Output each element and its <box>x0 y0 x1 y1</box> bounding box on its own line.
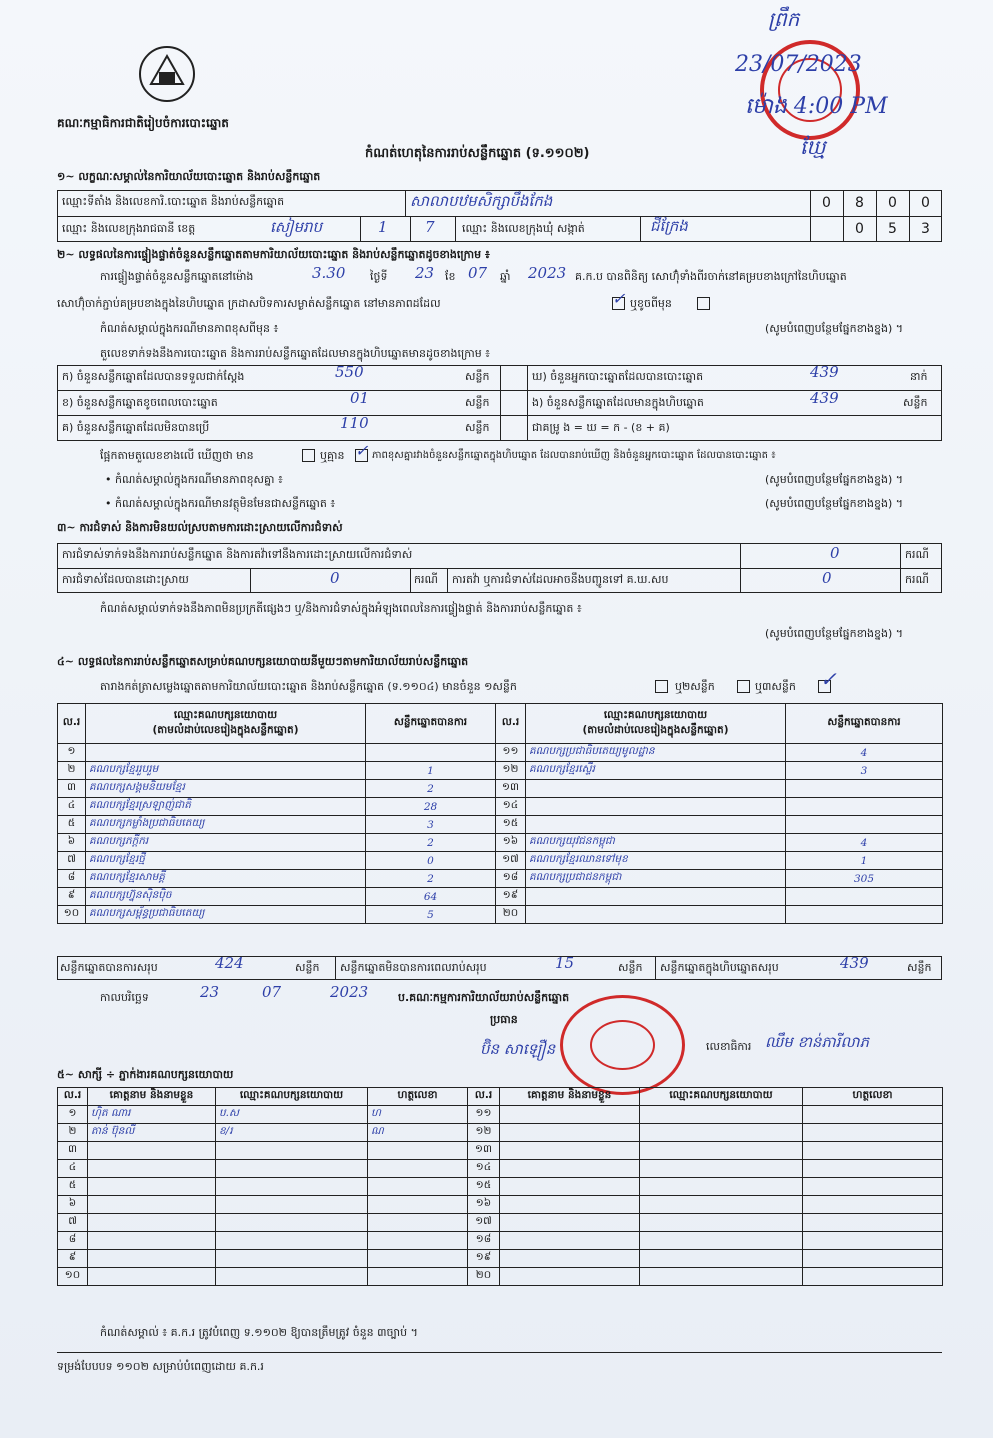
w-no: ១៦ <box>468 1196 500 1214</box>
party-name: គណបក្សខ្មែរសាមគ្គី <box>86 870 366 888</box>
spoiled-value: 01 <box>350 389 370 407</box>
party-votes <box>786 780 943 798</box>
col-party-right-sub: (តាមលំដាប់លេខរៀងក្នុងសន្លឹកឆ្នោត) <box>582 723 729 736</box>
sheets-3-label: ឬ៣សន្លឹក <box>755 680 796 693</box>
w-no: ១៥ <box>468 1178 500 1196</box>
row-no: ១៤ <box>496 798 526 816</box>
col-votes-left: សន្លឹកឆ្នោតបានការ <box>366 704 496 744</box>
box-total-unit: សន្លឹក <box>907 961 932 974</box>
w-col-name-r: គោត្តនាម និងនាមខ្លួន <box>500 1088 640 1106</box>
party-name <box>526 780 786 798</box>
row-no: ៨ <box>58 870 86 888</box>
secretary-name: ឈឹម ខាន់ភារីលាភ <box>765 1033 870 1051</box>
diff-note2-fill: (សូមបំពេញបន្ថែមផ្នែកខាងខ្នង) ។ <box>765 473 904 486</box>
location-digit-2: 8 <box>855 195 864 211</box>
w-no: ៥ <box>58 1178 88 1196</box>
party-votes <box>786 888 943 906</box>
province-digit-2: 7 <box>425 218 435 236</box>
stamp-top-line1: ព្រឹក <box>768 7 800 31</box>
date-day: 23 <box>200 983 220 1001</box>
section4-heading: ៤~ លទ្ធផលនៃការរាប់សន្លឹកឆ្នោតសម្រាប់គណបក្សនយោបាយនីមួយៗតាមការិយាល័យរាប់សន្លឹកឆ្នោត <box>57 655 469 668</box>
valid-total-value: 424 <box>215 954 244 972</box>
party-votes: 305 <box>786 870 943 888</box>
party-name: គណបក្សខ្មែររួបរួម <box>86 762 366 780</box>
party-name: គណបក្សខ្មែរថ្មី <box>86 852 366 870</box>
escalated-unit: ករណី <box>905 573 929 586</box>
w-no: ១០ <box>58 1268 88 1286</box>
w-no: ៩ <box>58 1250 88 1268</box>
checkmark-icon: ✓ <box>820 667 837 691</box>
table-row <box>58 888 943 906</box>
w-col-name: គោត្តនាម និងនាមខ្លួន <box>88 1088 216 1106</box>
party-name: គណបក្សខ្មែរឈានទៅមុខ <box>526 852 786 870</box>
w-col-sign-r: ហត្ថលេខា <box>803 1088 943 1106</box>
party-name <box>526 906 786 924</box>
foreign-object-label: • កំណត់សម្គាល់ក្នុងករណីមានវត្ថុមិនមែនជាសន្លឹកឆ្នោត ៖ <box>105 497 336 510</box>
row-no: ១៦ <box>496 834 526 852</box>
official-stamp-bottom-inner <box>590 1020 655 1070</box>
sheets-2-label: ឬ២សន្លឹក <box>675 680 715 693</box>
diff-note-fill: (សូមបំពេញបន្ថែមផ្នែកខាងខ្នង) ។ <box>765 322 904 335</box>
date-label: កាលបរិច្ឆេទ <box>100 991 149 1004</box>
witness-name: ហ៊ិត ណារ <box>88 1106 216 1124</box>
w-col-no-r: ល.រ <box>468 1088 500 1106</box>
escalated-value: 0 <box>822 569 832 587</box>
diff-note-label: កំណត់សម្គាល់ក្នុងករណីមានភាពខុសពីមុន ៖ <box>100 322 279 335</box>
verify-text-b: ថ្ងៃទី <box>370 270 388 283</box>
stamp-top-time: ម៉ោង 4:00 PM <box>745 94 888 119</box>
w-no: ៨ <box>58 1232 88 1250</box>
objections-unit: ករណី <box>905 548 929 561</box>
row-no: ១ <box>58 744 86 762</box>
row-no: ១៣ <box>496 780 526 798</box>
table-row <box>58 870 943 888</box>
table-row <box>58 816 943 834</box>
table-row <box>58 1160 943 1178</box>
table-row <box>58 1232 943 1250</box>
irregularities-fill: (សូមបំពេញបន្ថែមផ្នែកខាងខ្នង) ។ <box>765 627 904 640</box>
w-no: ១៩ <box>468 1250 500 1268</box>
witness-party: ខ/រ <box>216 1124 368 1142</box>
row-no: ២០ <box>496 906 526 924</box>
received-value: 550 <box>335 363 364 381</box>
province-digit-1: 1 <box>378 218 388 236</box>
party-votes <box>786 906 943 924</box>
diff-text-b: ឬគ្មាន <box>320 449 345 462</box>
table-row <box>58 1178 943 1196</box>
seal-broken-label: ឬខូចពីមុន <box>630 297 672 310</box>
table-row <box>58 762 943 780</box>
row-no: ៣ <box>58 780 86 798</box>
party-votes: 64 <box>366 888 496 906</box>
w-no: ១៨ <box>468 1232 500 1250</box>
row-no: ១៧ <box>496 852 526 870</box>
table-row <box>58 906 943 924</box>
party-name: គណបក្សសម្ព័ន្ធប្រជាធិបតេយ្យ <box>86 906 366 924</box>
col-party-right <box>526 704 786 744</box>
box-total-value: 439 <box>840 954 869 972</box>
voters-value: 439 <box>810 363 839 381</box>
form-footer: ទម្រង់បែបបទ ១១០២ សម្រាប់បំពេញដោយ គ.ក.រ <box>57 1360 264 1373</box>
party-votes: 5 <box>366 906 496 924</box>
received-unit: សន្លឹក <box>465 370 490 383</box>
verify-text-e: គ.ក.ប បានពិនិត្យ សោហ៊ុំទាំងពីរចាក់នៅគម្របខាងក្រៅនៃហិបឆ្នោត <box>575 270 847 283</box>
party-name <box>526 816 786 834</box>
party-votes <box>366 744 496 762</box>
party-name: គណបក្សហ្វ៊ុនស៊ិនប៉ិច <box>86 888 366 906</box>
party-votes: 2 <box>366 834 496 852</box>
row-no: ១៨ <box>496 870 526 888</box>
party-votes <box>786 816 943 834</box>
president-label: ប្រធាន <box>490 1013 518 1026</box>
sheets-1-checkbox[interactable] <box>655 680 668 693</box>
commune-value: ជីក្រែង <box>650 217 688 235</box>
unused-label: គ) ចំនួនសន្លឹកឆ្នោតដែលមិនបានប្រើ <box>62 421 210 434</box>
row-no: ១១ <box>496 744 526 762</box>
unused-value: 110 <box>340 414 369 432</box>
formula: ជាគម្រូ ង = ឃ = ក - (ខ + គ) <box>532 421 670 434</box>
w-no: ៧ <box>58 1214 88 1232</box>
verify-time: 3.30 <box>312 264 346 282</box>
has-diff-checkbox[interactable] <box>302 449 315 462</box>
president-signature: ប៊ិន សាឡឿន <box>480 1040 556 1058</box>
witness-sign: ហ <box>368 1106 468 1124</box>
row-no: ៩ <box>58 888 86 906</box>
sheets-2-checkbox[interactable] <box>737 680 750 693</box>
table-row <box>58 1124 943 1142</box>
w-col-no: ល.រ <box>58 1088 88 1106</box>
party-name: គណបក្សប្រជាជនកម្ពុជា <box>526 870 786 888</box>
commission-name: គណៈកម្មាធិការជាតិរៀបចំការបោះឆ្នោត <box>57 116 229 130</box>
section5-heading: ៥~ សាក្សី ÷ ភ្នាក់ងារគណបក្សនយោបាយ <box>57 1068 234 1081</box>
box-total-label: សន្លឹកឆ្នោតក្នុងហិបឆ្នោតសរុប <box>660 961 779 974</box>
w-no: ១១ <box>468 1106 500 1124</box>
party-name <box>86 744 366 762</box>
party-name <box>526 798 786 816</box>
location-digit-4: 0 <box>921 195 930 211</box>
nec-logo <box>137 44 197 104</box>
row-no: ៦ <box>58 834 86 852</box>
party-name: គណបក្សប្រជាធិបតេយ្យមូលដ្ឋាន <box>526 744 786 762</box>
table-row <box>58 834 943 852</box>
table-row <box>58 1142 943 1160</box>
row-no: ៧ <box>58 852 86 870</box>
w-col-sign: ហត្ថលេខា <box>368 1088 468 1106</box>
witness-table <box>57 1087 943 1286</box>
w-col-party-r: ឈ្មោះគណបក្សនយោបាយ <box>640 1088 803 1106</box>
irregularities-note: កំណត់សម្គាល់ទាក់ទងនឹងភាពមិនប្រក្រតីផ្សេងៗ ឬ/និងការជំទាស់ក្នុងអំឡុងពេលនៃការផ្ទៀងផ្ទាត់ និងការរាប់សន្លឹកឆ្នោត ៖ <box>100 602 582 615</box>
party-votes: 1 <box>786 852 943 870</box>
diff-note2-label: • កំណត់សម្គាល់ក្នុងករណីមានភាពខុសគ្នា ៖ <box>105 473 283 486</box>
verify-month: 07 <box>468 264 488 282</box>
commune-label: ឈ្មោះ និងលេខក្រុងឃុំ សង្កាត់ <box>462 222 585 235</box>
table-row <box>58 852 943 870</box>
objections-value: 0 <box>830 544 840 562</box>
ballotbox-label: ង) ចំនួនសន្លឹកឆ្នោតដែលមានក្នុងហិបឆ្នោត <box>532 396 704 409</box>
footnote: កំណត់សម្គាល់ ៖ គ.ក.រ ត្រូវបំពេញ ទ.១១០២ ឱ្យបានត្រឹមត្រូវ ចំនួន ៣ច្បាប់ ។ <box>100 1326 418 1339</box>
row-no: ១៩ <box>496 888 526 906</box>
spoiled-unit: សន្លឹក <box>465 396 490 409</box>
province-value: សៀមរាប <box>270 218 323 236</box>
verify-text-c: ខែ <box>445 270 456 283</box>
verify-day: 23 <box>415 264 435 282</box>
party-votes: 2 <box>366 780 496 798</box>
voters-label: ឃ) ចំនួនអ្នកបោះឆ្នោតដែលបានបោះឆ្នោត <box>532 370 704 383</box>
table-row <box>58 1268 943 1286</box>
section2-heading: ២~ លទ្ធផលនៃការផ្ទៀងផ្ទាត់ចំនួនសន្លឹកឆ្នោតតាមការិយាល័យបោះឆ្នោត និងរាប់សន្លឹកឆ្នោតដូចខាងក្រោម ៖ <box>57 248 490 261</box>
invalid-total-label: សន្លឹកឆ្នោតមិនបានការពេលរាប់សរុប <box>340 961 487 974</box>
sheets-intro: តារាងកត់ត្រាសម្លេងឆ្នោតតាមការិយាល័យបោះឆ្នោត និងរាប់សន្លឹកឆ្នោត (ទ.១១០៤) មានចំនួន ១សន្លឹក <box>100 680 517 693</box>
row-no: ១២ <box>496 762 526 780</box>
w-no: ១៣ <box>468 1142 500 1160</box>
party-votes: 28 <box>366 798 496 816</box>
w-no: ១៧ <box>468 1214 500 1232</box>
row-no: ៥ <box>58 816 86 834</box>
verify-text-d: ឆ្នាំ <box>500 270 511 283</box>
col-party-left-sub: (តាមលំដាប់លេខរៀងក្នុងសន្លឹកឆ្នោត) <box>152 723 299 736</box>
table-row <box>58 1214 943 1232</box>
resolved-label: ការជំទាស់ដែលបានដោះស្រាយ <box>62 573 189 586</box>
table-row <box>58 1106 943 1124</box>
table-row <box>58 1250 943 1268</box>
commune-digit-3: 3 <box>921 221 930 237</box>
col-no-right: ល.រ <box>496 704 526 744</box>
stamp-top-sign: ឃ្មែ <box>800 135 826 159</box>
seal-broken-checkbox[interactable] <box>697 297 710 310</box>
row-no: ១៥ <box>496 816 526 834</box>
party-votes: 3 <box>366 816 496 834</box>
spoiled-label: ខ) ចំនួនសន្លឹកឆ្នោតខូចពេលបោះឆ្នោត <box>62 396 218 409</box>
totals-row <box>57 956 942 980</box>
location-value: សាលាបឋមសិក្សាបឹងកែង <box>410 192 553 210</box>
party-votes: 4 <box>786 744 943 762</box>
received-label: ក) ចំនួនសន្លឹកឆ្នោតដែលបានទទួលជាក់ស្តែង <box>62 370 245 383</box>
secretary-label: លេខាធិការ <box>706 1040 752 1053</box>
location-digit-3: 0 <box>888 195 897 211</box>
form-title: កំណត់ហេតុនៃការរាប់សន្លឹកឆ្នោត (ទ.១១០២) <box>365 146 590 161</box>
unused-unit: សន្លឹក <box>465 421 490 434</box>
ballotbox-value: 439 <box>810 389 839 407</box>
party-results-table <box>57 703 943 924</box>
party-name <box>526 888 786 906</box>
col-votes-right: សន្លឹកឆ្នោតបានការ <box>786 704 943 744</box>
commune-digit-1: 0 <box>855 221 864 237</box>
stamp-top-date: 23/07/2023 <box>735 52 862 77</box>
valid-total-unit: សន្លឹក <box>295 961 320 974</box>
party-votes: 2 <box>366 870 496 888</box>
foreign-object-fill: (សូមបំពេញបន្ថែមផ្នែកខាងខ្នង) ។ <box>765 497 904 510</box>
party-votes: 1 <box>366 762 496 780</box>
w-no: ៤ <box>58 1160 88 1178</box>
w-no: ១ <box>58 1106 88 1124</box>
witness-sign: ណ <box>368 1124 468 1142</box>
table-row <box>58 798 943 816</box>
verify-year: 2023 <box>528 264 567 282</box>
commune-digit-2: 5 <box>888 221 897 237</box>
party-votes: 4 <box>786 834 943 852</box>
row-no: ២ <box>58 762 86 780</box>
seal-text: សោហ៊ុំចាក់ភ្ជាប់គម្របខាងក្នុងនៃហិបឆ្នោត ក្រដាសបិទការសម្ងាត់សន្លឹកឆ្នោត នៅមានភាពដដែល <box>57 297 441 310</box>
objections-label: ការជំទាស់ទាក់ទងនឹងការរាប់សន្លឹកឆ្នោត និងការតវ៉ាទៅនឹងការដោះស្រាយលើការជំទាស់ <box>62 548 413 561</box>
row-no: ១០ <box>58 906 86 924</box>
figures-intro: តួលេខទាក់ទងនឹងការបោះឆ្នោត និងការរាប់សន្លឹកឆ្នោតដែលមានក្នុងហិបឆ្នោតមានដូចខាងក្រោម ៖ <box>100 347 491 360</box>
party-votes: 0 <box>366 852 496 870</box>
date-month: 07 <box>262 983 282 1001</box>
section3-heading: ៣~ ការជំទាស់ និងការមិនយល់ស្របតាមការដោះស្រាយលើការជំទាស់ <box>57 521 343 534</box>
col-no-left: ល.រ <box>58 704 86 744</box>
w-no: ១២ <box>468 1124 500 1142</box>
col-party-left-label: ឈ្មោះគណបក្សនយោបាយ <box>173 708 278 721</box>
w-no: ៣ <box>58 1142 88 1160</box>
location-label: ឈ្មោះទីតាំង និងលេខការិ.បោះឆ្នោត និងរាប់សន្លឹកឆ្នោត <box>62 195 285 208</box>
location-digit-1: 0 <box>822 195 831 211</box>
ballotbox-unit: សន្លឹក <box>903 396 928 409</box>
committee-sign-label: ប.គណៈកម្មការការិយាល័យរាប់សន្លឹកឆ្នោត <box>398 991 570 1004</box>
resolved-unit: ករណី <box>414 573 438 586</box>
col-party-right-label: ឈ្មោះគណបក្សនយោបាយ <box>603 708 708 721</box>
party-name: គណបក្សខ្មែរស្រឡាញ់ជាតិ <box>86 798 366 816</box>
w-col-party: ឈ្មោះគណបក្សនយោបាយ <box>216 1088 368 1106</box>
w-no: ២០ <box>468 1268 500 1286</box>
w-no: ៦ <box>58 1196 88 1214</box>
section1-heading: ១~ លក្ខណៈសម្គាល់នៃការិយាល័យបោះឆ្នោត និងរាប់សន្លឹកឆ្នោត <box>57 170 321 183</box>
party-name: គណបក្សយុវជនកម្ពុជា <box>526 834 786 852</box>
diff-text-a: ផ្អែកតាមតួលេខខាងលើ ឃើញថា មាន <box>100 449 254 462</box>
party-name: គណបក្សសង្គមនិយមខ្មែរ <box>86 780 366 798</box>
date-year: 2023 <box>330 983 369 1001</box>
party-votes <box>786 798 943 816</box>
invalid-total-unit: សន្លឹក <box>618 961 643 974</box>
table-row <box>58 1196 943 1214</box>
province-label: ឈ្មោះ និងលេខក្រុងរាជធានី ខេត្ត <box>62 222 196 235</box>
col-party-left <box>86 704 366 744</box>
diff-text-c: ភាពខុសគ្នារវាងចំនួនសន្លឹកឆ្នោតក្នុងហិបឆ្នោត ដែលបានរាប់ឃើញ និងចំនួនអ្នកបោះឆ្នោត ដែលបានបោះឆ្នោត ៖ <box>372 450 776 461</box>
w-no: ១៤ <box>468 1160 500 1178</box>
party-votes: 3 <box>786 762 943 780</box>
w-no: ២ <box>58 1124 88 1142</box>
checkmark-icon: ✓ <box>355 441 369 460</box>
party-name: គណបក្សកម្លាំងប្រជាធិបតេយ្យ <box>86 816 366 834</box>
resolved-value: 0 <box>330 569 340 587</box>
table-row <box>58 780 943 798</box>
voters-unit: នាក់ <box>910 370 928 383</box>
table-row <box>58 744 943 762</box>
checkmark-icon: ✓ <box>612 289 626 308</box>
invalid-total-value: 15 <box>555 954 575 972</box>
escalated-label: ការតវ៉ា ឬការជំទាស់ដែលអាចនឹងបញ្ជូនទៅ គ.ឃ.សប <box>452 573 669 586</box>
row-no: ៤ <box>58 798 86 816</box>
verify-text-a: ការផ្ទៀងផ្ទាត់ចំនួនសន្លឹកឆ្នោតនៅម៉ោង <box>100 270 254 283</box>
party-name: គណបក្សខ្មែរស្ទើរ <box>526 762 786 780</box>
witness-party: ប.ស <box>216 1106 368 1124</box>
party-name: គណបក្សភក្តីករ <box>86 834 366 852</box>
witness-name: តាន់ ប៊ុនលី <box>88 1124 216 1142</box>
valid-total-label: សន្លឹកឆ្នោតបានការសរុប <box>60 961 158 974</box>
